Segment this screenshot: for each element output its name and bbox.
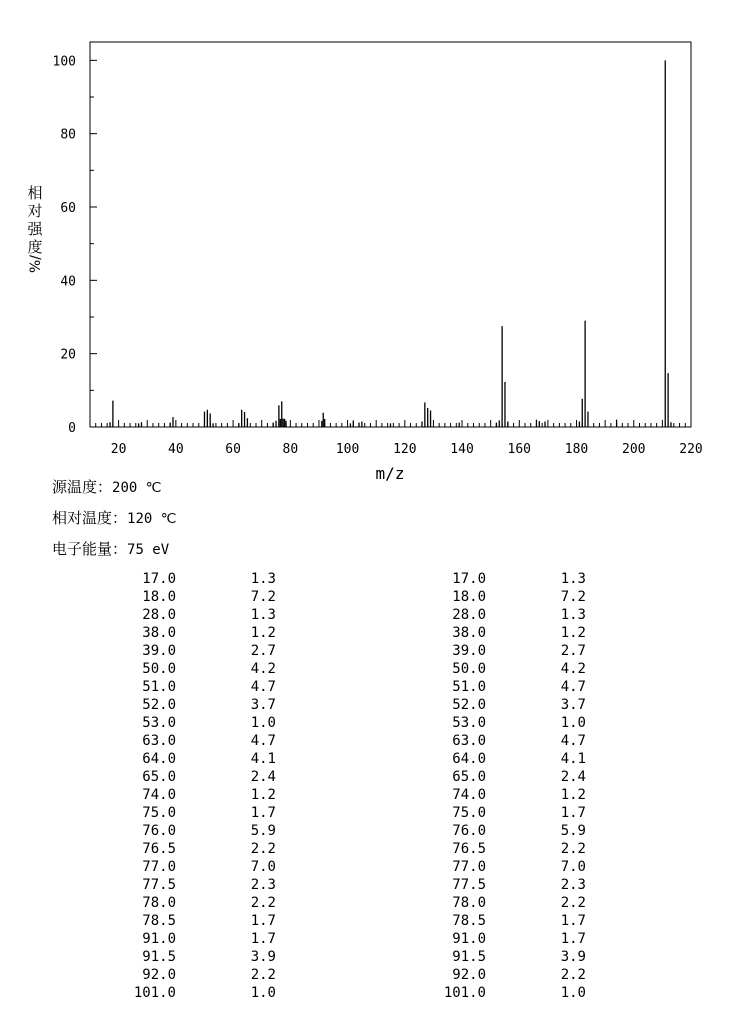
x-tick-label: 120	[393, 442, 417, 457]
mz-value: 64.0	[452, 751, 486, 767]
intensity-value: 2.3	[250, 877, 276, 893]
table-row	[406, 876, 586, 894]
intensity-value: 1.3	[250, 607, 276, 623]
intensity-value: 2.2	[560, 967, 586, 983]
intensity-value: 5.9	[250, 823, 276, 839]
table-row	[96, 606, 276, 624]
table-row	[406, 606, 586, 624]
intensity-value: 4.1	[250, 751, 276, 767]
intensity-value: 1.0	[250, 985, 276, 1001]
mz-value: 91.0	[142, 931, 176, 947]
mz-value: 76.5	[452, 841, 486, 857]
table-row	[406, 714, 586, 732]
mz-value: 39.0	[452, 643, 486, 659]
mz-value: 28.0	[142, 607, 176, 623]
intensity-value: 3.9	[250, 949, 276, 965]
intensity-value: 1.0	[250, 715, 276, 731]
x-axis-ticks	[90, 420, 703, 457]
y-tick-label: 100	[52, 54, 76, 70]
table-row	[406, 894, 586, 912]
intensity-value: 2.2	[560, 841, 586, 857]
x-tick-label: 200	[622, 442, 646, 457]
intensity-value: 1.7	[560, 931, 586, 947]
table-row	[406, 822, 586, 840]
y-label-char: 相	[27, 184, 43, 202]
intensity-value: 1.7	[250, 805, 276, 821]
intensity-value: 2.7	[250, 643, 276, 659]
intensity-value: 1.0	[560, 715, 586, 731]
mz-value: 52.0	[452, 697, 486, 713]
intensity-value: 1.7	[250, 913, 276, 929]
intensity-value: 1.7	[560, 805, 586, 821]
relative-temperature-value: 120 ℃	[127, 511, 177, 527]
y-label-char: 度	[27, 238, 43, 256]
intensity-value: 4.2	[560, 661, 586, 677]
y-label-percent: %/	[28, 254, 44, 274]
x-tick-label: 100	[335, 442, 360, 457]
mz-value: 74.0	[142, 787, 176, 803]
table-row	[96, 678, 276, 696]
table-row	[406, 732, 586, 750]
intensity-value: 4.7	[560, 679, 586, 695]
intensity-value: 2.4	[560, 769, 586, 785]
table-row	[96, 570, 276, 588]
intensity-value: 2.2	[250, 967, 276, 983]
table-row	[406, 840, 586, 858]
electron-energy-value: 75 eV	[127, 542, 170, 558]
table-row	[406, 858, 586, 876]
intensity-value: 2.2	[250, 895, 276, 911]
mz-value: 76.5	[142, 841, 176, 857]
intensity-value: 1.2	[250, 787, 276, 803]
mz-value: 52.0	[142, 697, 176, 713]
table-row	[406, 570, 586, 588]
mz-value: 77.5	[452, 877, 486, 893]
intensity-value: 1.7	[250, 931, 276, 947]
mz-value: 77.0	[452, 859, 486, 875]
table-row	[96, 642, 276, 660]
mz-value: 51.0	[452, 679, 486, 695]
table-row	[96, 660, 276, 678]
electron-energy-label: 电子能量：	[52, 540, 128, 558]
mz-value: 75.0	[452, 805, 486, 821]
intensity-value: 2.7	[560, 643, 586, 659]
table-row	[406, 984, 586, 1002]
source-temperature-label: 源温度：	[52, 478, 113, 496]
x-tick-label: 220	[679, 442, 703, 457]
table-row	[406, 642, 586, 660]
x-axis-label: m/z	[375, 464, 405, 483]
intensity-value: 2.3	[560, 877, 586, 893]
x-tick-label: 80	[282, 442, 299, 457]
table-row	[96, 912, 276, 930]
mz-value: 65.0	[142, 769, 176, 785]
mz-value: 75.0	[142, 805, 176, 821]
mz-value: 76.0	[142, 823, 176, 839]
y-tick-label: 20	[60, 347, 76, 363]
mz-value: 63.0	[142, 733, 176, 749]
relative-temperature-label: 相对温度：	[52, 509, 128, 527]
table-row	[96, 858, 276, 876]
mz-value: 77.0	[142, 859, 176, 875]
x-tick-label: 160	[507, 442, 532, 457]
mz-value: 18.0	[142, 589, 176, 605]
intensity-value: 1.3	[560, 607, 586, 623]
peak-table-right	[406, 570, 586, 1002]
intensity-value: 4.1	[560, 751, 586, 767]
intensity-value: 3.7	[560, 697, 586, 713]
intensity-value: 4.7	[250, 733, 276, 749]
table-row	[96, 930, 276, 948]
table-row	[406, 768, 586, 786]
mz-value: 65.0	[452, 769, 486, 785]
table-row	[96, 894, 276, 912]
mz-value: 101.0	[133, 985, 176, 1001]
x-tick-label: 180	[564, 442, 589, 457]
mz-value: 50.0	[452, 661, 486, 677]
table-row	[406, 912, 586, 930]
electron-energy	[52, 538, 169, 559]
intensity-value: 4.7	[250, 679, 276, 695]
y-tick-label: 80	[60, 127, 76, 143]
intensity-value: 1.0	[560, 985, 586, 1001]
x-tick-label: 20	[110, 442, 127, 457]
mz-value: 38.0	[142, 625, 176, 641]
table-row	[406, 660, 586, 678]
y-tick-label: 0	[68, 421, 76, 436]
mz-value: 64.0	[142, 751, 176, 767]
table-row	[96, 948, 276, 966]
table-row	[96, 984, 276, 1002]
mz-value: 77.5	[142, 877, 176, 893]
table-row	[96, 876, 276, 894]
x-tick-label: 140	[450, 442, 474, 457]
mz-value: 91.0	[452, 931, 486, 947]
x-tick-label: 60	[225, 442, 241, 457]
table-row	[96, 840, 276, 858]
y-tick-label: 40	[60, 274, 76, 290]
mz-value: 92.0	[452, 967, 486, 983]
intensity-value: 1.7	[560, 913, 586, 929]
table-row	[406, 624, 586, 642]
intensity-value: 5.9	[560, 823, 586, 839]
mz-value: 78.5	[142, 913, 176, 929]
mz-value: 17.0	[452, 571, 486, 587]
mz-value: 101.0	[443, 985, 486, 1001]
intensity-value: 7.2	[250, 589, 276, 605]
table-row	[96, 624, 276, 642]
table-row	[406, 696, 586, 714]
table-row	[406, 678, 586, 696]
intensity-value: 4.2	[250, 661, 276, 677]
mz-value: 17.0	[142, 571, 176, 587]
intensity-value: 1.2	[560, 787, 586, 803]
intensity-value: 2.4	[250, 769, 276, 785]
table-row	[96, 588, 276, 606]
table-row	[96, 786, 276, 804]
x-tick-label: 40	[168, 442, 184, 457]
intensity-value: 1.3	[560, 571, 586, 587]
intensity-value: 7.2	[560, 589, 586, 605]
table-row	[406, 966, 586, 984]
mz-value: 74.0	[452, 787, 486, 803]
plot-frame	[90, 42, 691, 427]
mz-value: 63.0	[452, 733, 486, 749]
relative-temperature	[52, 507, 176, 528]
mz-value: 53.0	[142, 715, 176, 731]
y-label-char: 对	[27, 202, 43, 220]
intensity-value: 1.2	[250, 625, 276, 641]
table-row	[406, 588, 586, 606]
table-row	[406, 786, 586, 804]
table-row	[406, 948, 586, 966]
table-row	[406, 930, 586, 948]
mz-value: 78.0	[452, 895, 486, 911]
mz-value: 28.0	[452, 607, 486, 623]
intensity-value: 2.2	[250, 841, 276, 857]
intensity-value: 7.0	[250, 859, 276, 875]
mz-value: 51.0	[142, 679, 176, 695]
mz-value: 53.0	[452, 715, 486, 731]
y-label-char: 强	[27, 220, 43, 238]
source-temperature-value: 200 ℃	[112, 480, 162, 496]
table-row	[406, 804, 586, 822]
intensity-value: 7.0	[560, 859, 586, 875]
intensity-value: 1.3	[250, 571, 276, 587]
intensity-value: 4.7	[560, 733, 586, 749]
table-row	[406, 750, 586, 768]
peak-bars	[110, 60, 671, 427]
mz-value: 39.0	[142, 643, 176, 659]
mz-value: 18.0	[452, 589, 486, 605]
intensity-value: 2.2	[560, 895, 586, 911]
mz-value: 91.5	[142, 949, 176, 965]
mz-value: 38.0	[452, 625, 486, 641]
y-axis-label	[27, 184, 44, 273]
table-row	[96, 750, 276, 768]
mz-value: 78.5	[452, 913, 486, 929]
table-row	[96, 804, 276, 822]
mz-value: 50.0	[142, 661, 176, 677]
intensity-value: 1.2	[560, 625, 586, 641]
mz-value: 92.0	[142, 967, 176, 983]
intensity-value: 3.9	[560, 949, 586, 965]
peak-table-left	[96, 570, 276, 1002]
table-row	[96, 966, 276, 984]
mz-value: 91.5	[452, 949, 486, 965]
table-row	[96, 696, 276, 714]
mz-value: 76.0	[452, 823, 486, 839]
table-row	[96, 732, 276, 750]
y-tick-label: 60	[60, 201, 76, 216]
mz-value: 78.0	[142, 895, 176, 911]
table-row	[96, 822, 276, 840]
mass-spectrum-chart	[0, 0, 737, 483]
table-row	[96, 714, 276, 732]
source-temperature	[52, 476, 161, 497]
table-row	[96, 768, 276, 786]
intensity-value: 3.7	[250, 697, 276, 713]
